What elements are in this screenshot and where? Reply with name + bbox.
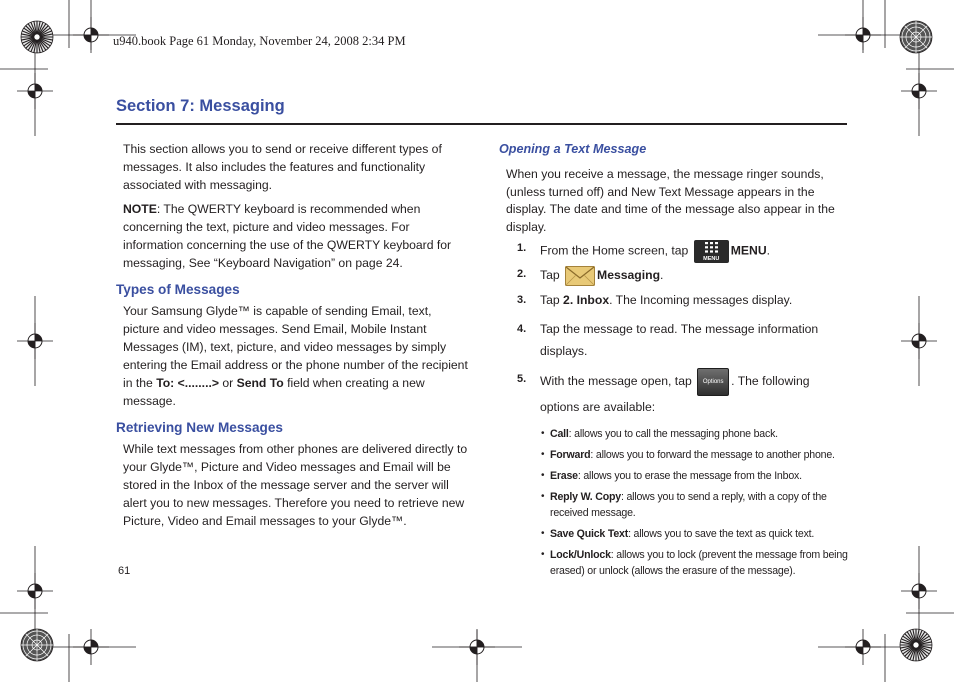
- step-4: [499, 318, 851, 362]
- registration-mark-icon: [845, 629, 881, 665]
- option-name: Call: [550, 427, 569, 440]
- option-desc: : allows you to save the text as quick text.: [628, 527, 815, 540]
- bullet-icon: •: [541, 469, 545, 481]
- registration-mark-icon: [901, 323, 937, 359]
- registration-mark-icon: [73, 17, 109, 53]
- step-1: [499, 240, 851, 263]
- option-desc: : allows you to call the messaging phone back.: [568, 427, 778, 440]
- bullet-icon: •: [541, 548, 545, 560]
- opening-intro: When you receive a message, the message ringer sounds, (unless turned off) and New Text Message appears in the display. The date and time of the message also appear in the display.: [506, 167, 835, 234]
- step-2: [499, 266, 851, 286]
- list-item: [499, 489, 851, 521]
- left-column: [116, 140, 468, 530]
- step-3: [499, 292, 851, 310]
- to-field-label: To: <........>: [156, 376, 219, 390]
- retrieving-heading: Retrieving New Messages: [116, 420, 283, 435]
- step-text: . The following options are available:: [540, 373, 810, 414]
- title-divider: [116, 123, 847, 125]
- note-paragraph: [116, 200, 468, 272]
- step-text: .: [766, 243, 771, 258]
- registration-mark-icon: [901, 73, 937, 109]
- opening-heading: Opening a Text Message: [499, 142, 647, 156]
- types-text-1: Your Samsung Glyde™ is capable of sending Email, text, picture and video messages. Send Email, Mobile Instant Messages (IM), text, picture, and video messages by simply entering the Email address or the phone number of the recipient in the: [123, 304, 468, 390]
- step-number: 4.: [517, 322, 527, 335]
- option-name: Lock/Unlock: [550, 548, 611, 561]
- option-name: Save Quick Text: [550, 527, 629, 540]
- starburst-target-icon: [21, 629, 53, 661]
- bullet-icon: •: [541, 527, 545, 539]
- step-number: 3.: [517, 294, 527, 306]
- step-5: [499, 368, 851, 418]
- option-desc: : allows you to erase the message from the Inbox.: [577, 469, 802, 482]
- bullet-icon: •: [541, 427, 545, 439]
- page-number: 61: [118, 565, 131, 577]
- step-bold: MENU: [730, 243, 767, 258]
- list-item: [499, 526, 851, 542]
- registration-mark-icon: [17, 323, 53, 359]
- send-to-field-label: Send To: [236, 376, 284, 390]
- print-slug-header: u940.book Page 61 Monday, November 24, 2008 2:34 PM: [113, 34, 406, 48]
- types-paragraph: [116, 302, 468, 410]
- starburst-target-icon: [900, 629, 932, 661]
- list-item: [499, 468, 851, 484]
- registration-mark-icon: [845, 17, 881, 53]
- registration-mark-icon: [17, 573, 53, 609]
- step-number: 5.: [517, 372, 527, 385]
- option-desc: : allows you to lock (prevent the message from being erased) or unlock (allows the erasure of the message).: [550, 548, 848, 577]
- step-text: . The Incoming messages display.: [609, 293, 793, 307]
- option-desc: : allows you to send a reply, with a copy of the received message.: [550, 490, 827, 519]
- option-name: Forward: [550, 448, 591, 461]
- step-number: 1.: [517, 242, 527, 254]
- option-name: Reply W. Copy: [550, 490, 621, 503]
- options-list: [499, 426, 851, 579]
- list-item: [499, 426, 851, 442]
- section-title: Section 7: Messaging: [116, 97, 285, 115]
- registration-mark-icon: [17, 73, 53, 109]
- menu-icon-label: MENU: [703, 256, 720, 262]
- note-label: NOTE: [123, 202, 157, 216]
- step-text: .: [660, 268, 664, 283]
- types-heading: Types of Messages: [116, 282, 240, 297]
- option-desc: : allows you to forward the message to another phone.: [590, 448, 835, 461]
- intro-paragraph: This section allows you to send or receive different types of messages. It also includes the features and functionality associated with messaging.: [123, 142, 442, 192]
- option-name: Erase: [550, 469, 578, 482]
- registration-mark-icon: [73, 629, 109, 665]
- starburst-target-icon: [21, 21, 53, 53]
- step-bold: 2. Inbox: [563, 293, 610, 307]
- bullet-icon: •: [541, 448, 545, 460]
- types-text-2: field when creating a new message.: [123, 376, 425, 408]
- menu-grid-icon: [694, 240, 729, 263]
- step-text: Tap the message to read. The message information displays.: [540, 321, 819, 358]
- envelope-icon: [565, 266, 595, 286]
- step-text: Tap: [540, 293, 564, 307]
- registration-mark-icon: [901, 573, 937, 609]
- retrieving-paragraph: While text messages from other phones are delivered directly to your Glyde™, Picture and Video messages and Email will be stored in the Inbox of the message server and the server will alert you to new messages. Therefore you need to retrieve new Picture, Video and Email messages to your Glyde™.: [123, 442, 468, 528]
- registration-mark-icon: [459, 629, 495, 665]
- step-text: With the message open, tap: [540, 373, 696, 388]
- step-text: Tap: [540, 268, 564, 283]
- starburst-target-icon: [900, 21, 932, 53]
- options-softkey-icon: Options: [697, 368, 729, 396]
- step-bold: Messaging: [597, 268, 661, 283]
- note-text: : The QWERTY keyboard is recommended when concerning the text, picture and video messages. For information concerning the use of the QWERTY keyboard for messaging, See “Keyboard Navigation” on page 24.: [123, 202, 452, 270]
- list-item: [499, 447, 851, 463]
- bullet-icon: •: [541, 490, 545, 502]
- list-item: [499, 547, 851, 579]
- step-text: From the Home screen, tap: [540, 243, 692, 258]
- right-column: [499, 140, 851, 584]
- step-number: 2.: [517, 268, 527, 280]
- types-or: or: [218, 376, 237, 390]
